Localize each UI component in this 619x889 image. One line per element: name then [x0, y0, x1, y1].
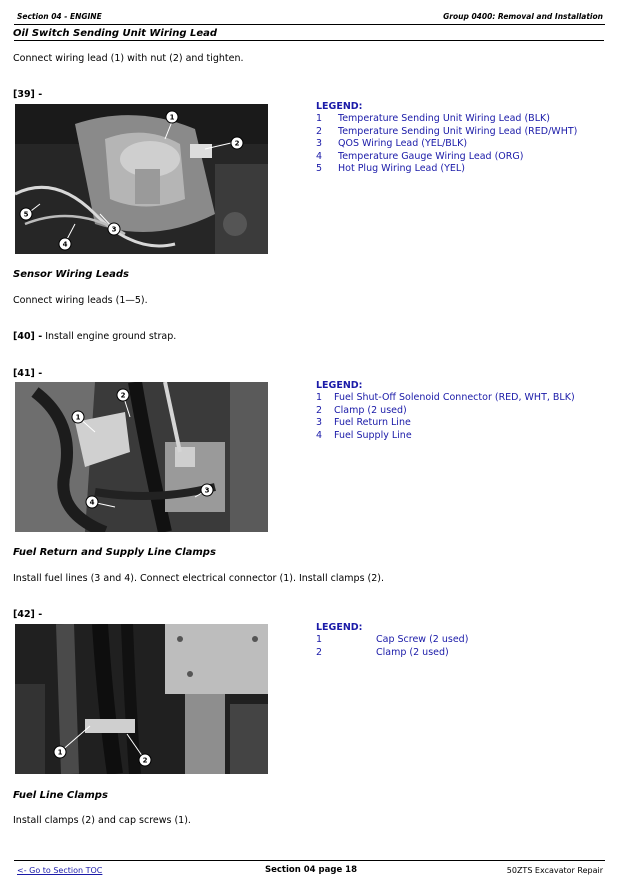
callout-2: [231, 137, 243, 149]
svg-text:1: 1: [169, 113, 175, 122]
step-42-label: [42] -: [13, 609, 43, 620]
legend-row: 5 Hot Plug Wiring Lead (YEL): [316, 163, 465, 175]
svg-text:2: 2: [120, 391, 126, 400]
fuel-line-clamps-photo: [15, 624, 268, 774]
step-39-text: Connect wiring leads (1—5).: [13, 295, 148, 306]
step-42-caption: Fuel Line Clamps: [13, 790, 108, 801]
step-40-text: Install engine ground strap.: [45, 331, 177, 342]
callout-4: [86, 496, 98, 508]
legend-title: LEGEND:: [316, 101, 363, 112]
svg-text:5: 5: [23, 210, 29, 219]
step-41-legend: [316, 380, 575, 442]
sensor-wiring-photo: [15, 104, 268, 254]
legend-title: LEGEND:: [316, 380, 363, 391]
callout-3: [108, 223, 120, 235]
page-number: Section 04 page 18: [265, 865, 357, 875]
callout-2: [139, 754, 151, 766]
svg-text:4: 4: [89, 498, 95, 507]
manual-title: 50ZTS Excavator Repair: [506, 866, 603, 875]
header-group: Group 0400: Removal and Installation: [443, 12, 603, 21]
callout-3: [201, 484, 213, 496]
callout-1: [54, 746, 66, 758]
step-42-text: Install clamps (2) and cap screws (1).: [13, 815, 191, 826]
svg-text:1: 1: [57, 748, 63, 757]
svg-text:3: 3: [111, 225, 117, 234]
callout-5: [20, 208, 32, 220]
step-40: [13, 331, 176, 342]
callout-1: [166, 111, 178, 123]
step-42-legend: [316, 622, 468, 659]
step-39-label: [39] -: [13, 89, 43, 100]
go-to-toc-link[interactable]: <- Go to Section TOC: [17, 866, 103, 875]
legend-row: 1 Cap Screw (2 used): [316, 634, 469, 646]
callout-2: [117, 389, 129, 401]
legend-row: 3 Fuel Return Line: [316, 417, 411, 429]
legend-title: LEGEND:: [316, 622, 363, 633]
header-section: Section 04 - ENGINE: [17, 12, 102, 21]
footer-rule: [14, 860, 605, 861]
svg-text:3: 3: [204, 486, 210, 495]
oil-switch-text: Connect wiring lead (1) with nut (2) and tighten.: [13, 53, 244, 64]
legend-row: 1 Fuel Shut-Off Solenoid Connector (RED, WHT, BLK): [316, 392, 575, 404]
step-41-label: [41] -: [13, 368, 43, 379]
header-rule: [14, 24, 605, 25]
step-41-caption: Fuel Return and Supply Line Clamps: [13, 547, 216, 558]
legend-row: 2 Temperature Sending Unit Wiring Lead (RED/WHT): [316, 125, 578, 137]
step-41-text: Install fuel lines (3 and 4). Connect electrical connector (1). Install clamps (2).: [13, 573, 385, 584]
oil-switch-title: Oil Switch Sending Unit Wiring Lead: [13, 28, 218, 39]
fuel-lines-photo: [15, 382, 268, 532]
svg-text:2: 2: [234, 139, 240, 148]
legend-row: 4 Temperature Gauge Wiring Lead (ORG): [316, 150, 524, 162]
svg-text:4: 4: [62, 240, 68, 249]
title-rule: [14, 40, 604, 41]
step-39-caption: Sensor Wiring Leads: [13, 269, 129, 280]
step-39-legend: [316, 101, 577, 175]
legend-row: 1 Temperature Sending Unit Wiring Lead (BLK): [316, 113, 550, 125]
step-40-label: [40] -: [13, 331, 43, 342]
legend-row: 2 Clamp (2 used): [316, 404, 407, 416]
legend-row: 4 Fuel Supply Line: [316, 429, 412, 441]
legend-row: 2 Clamp (2 used): [316, 646, 449, 658]
svg-text:2: 2: [142, 756, 148, 765]
callout-4: [59, 238, 71, 250]
callout-1: [72, 411, 84, 423]
svg-text:1: 1: [75, 413, 81, 422]
legend-row: 3 QOS Wiring Lead (YEL/BLK): [316, 138, 468, 150]
